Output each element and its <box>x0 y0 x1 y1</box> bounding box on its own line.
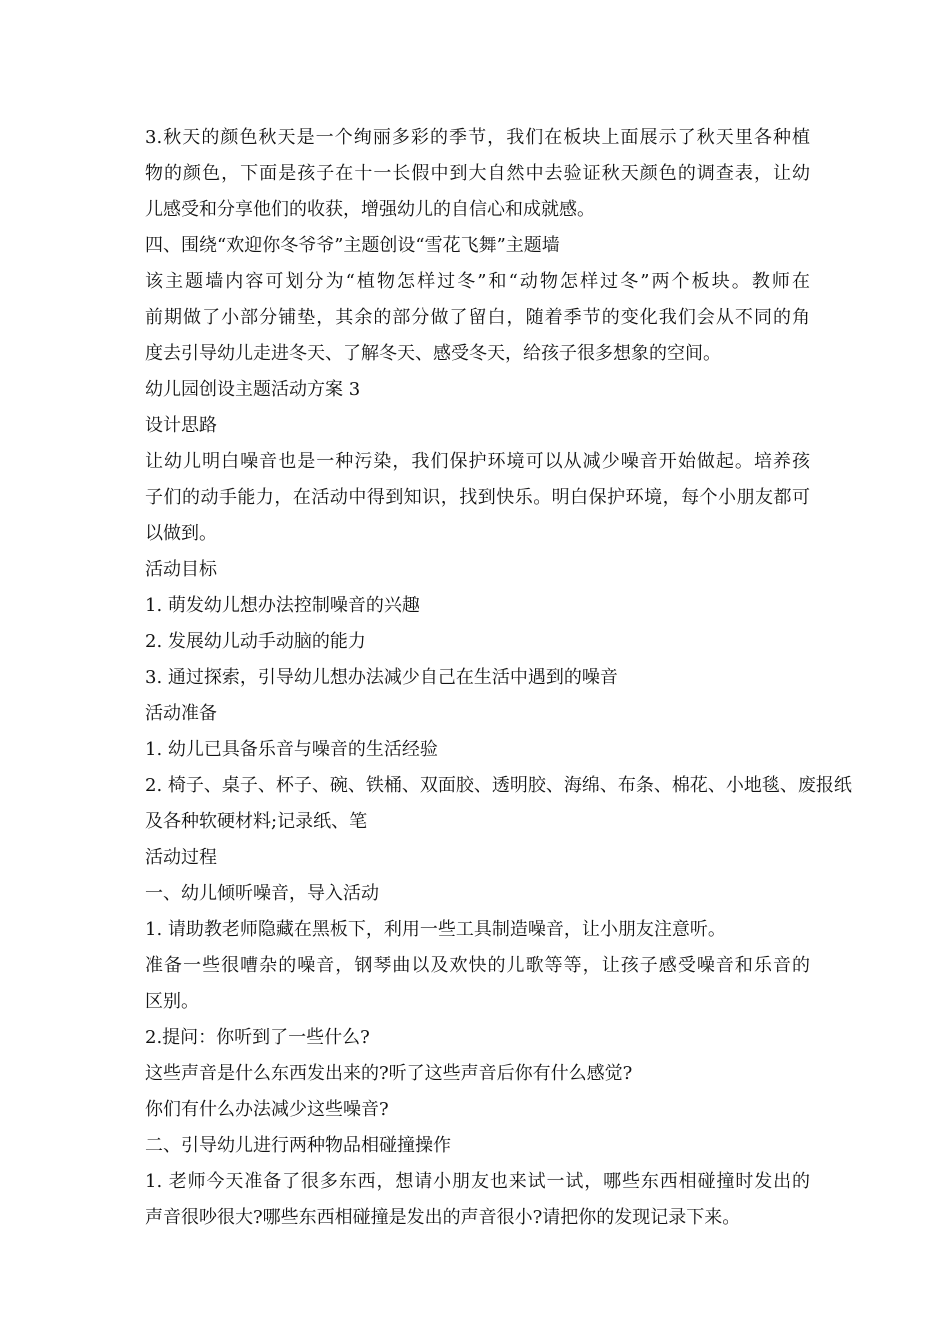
text-line: 活动目标 <box>145 559 217 580</box>
text-line: 1. 萌发幼儿想办法控制噪音的兴趣 <box>145 595 420 616</box>
text-line: 活动过程 <box>145 847 217 868</box>
text-line: 2. 发展幼儿动手动脑的能力 <box>145 631 366 652</box>
text-line: 让幼儿明白噪音也是一种污染，我们保护环境可以从减少噪音开始做起。培养孩 <box>145 451 810 472</box>
text-line: 儿感受和分享他们的收获，增强幼儿的自信心和成就感。 <box>145 199 595 220</box>
text-line: 子们的动手能力，在活动中得到知识，找到快乐。明白保护环境，每个小朋友都可 <box>145 487 810 508</box>
text-line: 及各种软硬材料;记录纸、笔 <box>145 811 368 832</box>
text-line: 声音很吵很大?哪些东西相碰撞是发出的声音很小?请把你的发现记录下来。 <box>145 1207 741 1228</box>
text-line: 该主题墙内容可划分为“植物怎样过冬”和“动物怎样过冬”两个板块。教师在 <box>145 271 810 292</box>
text-line: 设计思路 <box>145 415 217 436</box>
text-line: 一、幼儿倾听噪音，导入活动 <box>145 883 379 904</box>
text-line: 以做到。 <box>145 523 217 544</box>
text-line: 度去引导幼儿走进冬天、了解冬天、感受冬天，给孩子很多想象的空间。 <box>145 343 721 364</box>
text-line: 区别。 <box>145 991 199 1012</box>
text-line: 这些声音是什么东西发出来的?听了这些声音后你有什么感觉? <box>145 1063 633 1084</box>
text-line: 四、围绕“欢迎你冬爷爷”主题创设“雪花飞舞”主题墙 <box>145 235 560 256</box>
text-line: 二、引导幼儿进行两种物品相碰撞操作 <box>145 1135 451 1156</box>
text-line: 2. 椅子、桌子、杯子、碗、铁桶、双面胶、透明胶、海绵、布条、棉花、小地毯、废报纸 <box>145 775 852 796</box>
text-line: 物的颜色，下面是孩子在十一长假中到大自然中去验证秋天颜色的调查表，让幼 <box>145 163 810 184</box>
text-line: 1. 幼儿已具备乐音与噪音的生活经验 <box>145 739 438 760</box>
text-line: 2.提问：你听到了一些什么? <box>145 1027 370 1048</box>
text-line: 1. 老师今天准备了很多东西，想请小朋友也来试一试，哪些东西相碰撞时发出的 <box>145 1171 810 1192</box>
text-line: 3. 通过探索，引导幼儿想办法减少自己在生活中遇到的噪音 <box>145 667 618 688</box>
text-line: 前期做了小部分铺垫，其余的部分做了留白，随着季节的变化我们会从不同的角 <box>145 307 810 328</box>
document-body <box>145 120 852 1236</box>
text-line: 准备一些很嘈杂的噪音，钢琴曲以及欢快的儿歌等等，让孩子感受噪音和乐音的 <box>145 955 810 976</box>
text-line: 幼儿园创设主题活动方案 3 <box>145 379 361 400</box>
text-line: 你们有什么办法减少这些噪音? <box>145 1099 389 1120</box>
text-line: 1. 请助教老师隐藏在黑板下，利用一些工具制造噪音，让小朋友注意听。 <box>145 919 726 940</box>
text-line: 活动准备 <box>145 703 217 724</box>
text-line: 3.秋天的颜色秋天是一个绚丽多彩的季节，我们在板块上面展示了秋天里各种植 <box>145 127 810 148</box>
